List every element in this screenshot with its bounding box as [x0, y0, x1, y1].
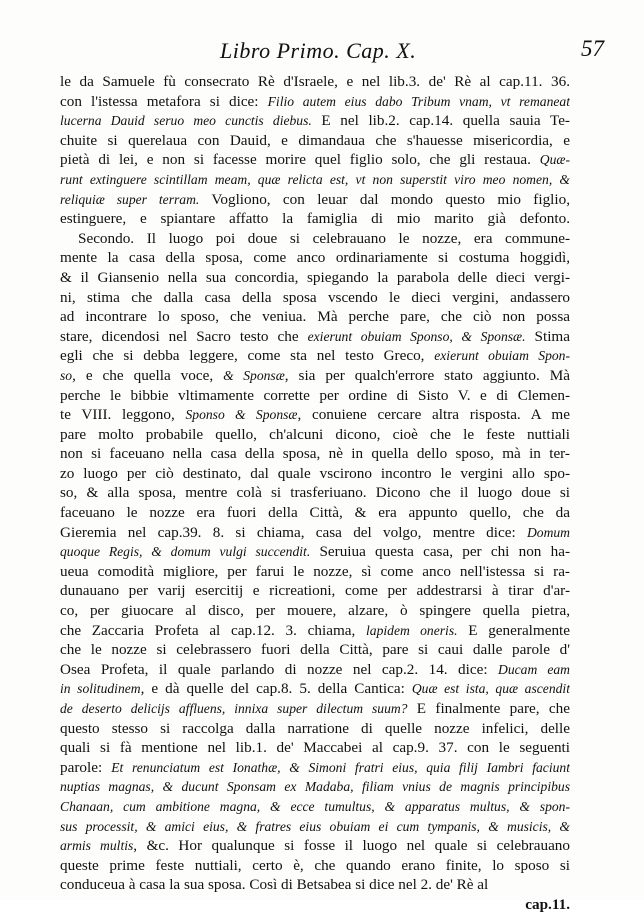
latin-quotation: nuptias magnas, & ducunt Sponsam ex Madaba, filiam vnius de magnis principibus [60, 779, 570, 795]
text-line [60, 229, 570, 249]
text-run: le da Samuele fù consecrato Rè d'Israele, e nel lib.3. de' Rè al cap.11. 36. [60, 73, 570, 90]
text-run: non si faceuano nella casa della sposa, nè in quella dello sposo, mà in ter- [60, 445, 570, 463]
text-line [60, 327, 570, 347]
text-run: , sia per qualch'errore stato aggiunto. Mà [284, 366, 570, 384]
text-line [60, 679, 570, 699]
text-line [60, 307, 570, 327]
text-run: queste prime feste nuttiali, certo è, che quando erano finite, lo sposo si [60, 856, 570, 874]
latin-quotation: lucerna Dauid seruo meo cunctis diebus. [60, 113, 312, 129]
latin-quotation: runt extinguere scintillam meam, quæ relicta est, vt non superstit viro meo nomen, & [60, 171, 570, 187]
latin-quotation: Quæ- [539, 152, 570, 168]
text-run: , e dà quelle del cap.8. 5. della Cantica: [140, 680, 412, 698]
text-run: conduceua à casa la sua sposa. Così di Betsabea si dice nel 2. de' Rè al [60, 876, 489, 894]
text-line [60, 601, 570, 621]
text-line [60, 190, 570, 210]
latin-quotation: reliquiæ super terram. [60, 191, 200, 207]
latin-quotation: exierunt obuiam Sponso, & Sponsæ. [307, 328, 526, 344]
text-line [60, 817, 570, 837]
text-line [60, 699, 570, 719]
text-line [60, 660, 570, 680]
text-line [60, 562, 570, 582]
text-run: Seruiua questa casa, per chi non ha- [310, 543, 570, 561]
latin-quotation: sus processit, & amici eius, & fratres eius obuiam ei cum tympanis, & musicis, & [60, 818, 570, 834]
text-line [60, 483, 570, 503]
text-line [60, 346, 570, 366]
text-line [60, 92, 570, 112]
text-line [60, 425, 570, 445]
text-run: Stima [525, 327, 570, 345]
latin-quotation: Filio autem eius dabo Tribum vnam, vt remaneat [267, 93, 570, 109]
text-run: ad incontrare lo sposo, che veniua. Mà perche pare, che ciò non possa [60, 308, 570, 326]
text-line [60, 895, 570, 915]
text-line [60, 523, 570, 543]
text-line [60, 797, 570, 817]
text-run: stare, dicendosi nel Sacro testo che [60, 327, 308, 345]
body-text [60, 72, 570, 915]
text-run: , e che quella voce, [72, 366, 224, 384]
latin-quotation: in solitudinem [60, 681, 141, 697]
text-run: ni, stima che dalla casa della sposa vscendo le dieci vergini, andassero [60, 288, 570, 306]
text-line [60, 405, 570, 425]
text-run: perche le bibbie vltimamente corrette per ordine di Sisto V. e di Clemen- [60, 386, 570, 404]
latin-quotation: Sponso & Sponsæ [185, 407, 298, 423]
text-run: co, per giuocare al disco, per mouere, alzare, ò spingere quella pietra, [60, 602, 570, 620]
text-run: & il Giansenio nella sua concordia, spiegando la parabola delle dieci vergi- [60, 268, 570, 286]
text-run: Gieremia nel cap.39. 8. si chiama, casa del volgo, mentre dice: [60, 523, 527, 541]
text-line [60, 542, 570, 562]
running-title: Libro Primo. Cap. X. [220, 38, 417, 63]
latin-quotation: Chanaan, cum ambitione magna, & ecce tumultus, & apparatus multus, & spon- [60, 798, 570, 814]
text-run: quali si fà mentione nel lib.1. de' Maccabei al cap.9. 37. con le seguenti [60, 739, 570, 757]
text-run: che le nozze si celebrassero fuori della Città, pare si caui dalle parole d' [60, 641, 570, 659]
text-run: faceuano le nozze era fuori della Città, & era appunto quello, che da [60, 504, 570, 522]
text-run: , &c. Hor qualunque si fosse il luogo nel quale si celebrauano [133, 837, 570, 855]
text-line [60, 777, 570, 797]
text-run: egli che si debba leggere, come sta nel testo Greco, [60, 347, 435, 365]
text-line [60, 150, 570, 170]
text-run: E nel lib.2. cap.14. quella sauia Te- [311, 112, 570, 130]
text-run: E finalmente pare, che [407, 700, 570, 717]
latin-quotation: Ducam eam [498, 661, 570, 677]
text-run: dunauano per varij esercitij e ricreationi, come per addestrarsi à tirar d'ar- [60, 582, 570, 600]
page-number: 57 [581, 36, 604, 61]
latin-quotation: Quæ est ista, quæ ascendit [411, 681, 570, 697]
latin-quotation: Domum [526, 524, 570, 540]
text-run: E generalmente [457, 621, 570, 639]
text-run: Secondo. Il luogo poi doue si celebrauano le nozze, era commune- [78, 229, 570, 247]
latin-quotation: so [60, 367, 73, 383]
text-run: cap.11. [525, 895, 570, 913]
latin-quotation: armis multis [60, 838, 134, 854]
text-run: zo luogo per ciò destinato, dal quale vscirono incontro le vergini allo spo- [60, 464, 570, 482]
text-line [60, 758, 570, 778]
text-line [60, 209, 570, 229]
text-run: che Zaccaria Profeta al cap.12. 3. chiama, [60, 621, 367, 639]
text-run: questo stesso si raccolga dalla narratione di quelle nozze infelici, delle [60, 719, 570, 737]
latin-quotation: lapidem oneris. [366, 622, 458, 638]
text-run: con l'istessa metafora si dice: [60, 92, 268, 110]
text-line [60, 836, 570, 856]
text-line [60, 386, 570, 406]
text-line [60, 268, 570, 288]
text-line [60, 738, 570, 758]
text-run: Vogliono, con leuar dal mondo questo mio figlio, [199, 190, 570, 208]
text-line [60, 72, 570, 92]
text-run: te VIII. leggono, [60, 406, 186, 424]
text-run: ueua comodità migliore, per farui le nozze, sì come anco nell'istessa si ra- [60, 562, 570, 580]
text-run: parole: [60, 758, 112, 776]
text-line [60, 581, 570, 601]
text-line [60, 719, 570, 739]
text-run: pare molto probabile quello, ch'alcuni dicono, cioè che le feste nuttiali [60, 425, 570, 443]
text-line [60, 621, 570, 641]
latin-quotation: & Sponsæ [223, 367, 285, 383]
text-line [60, 464, 570, 484]
page-header [60, 36, 604, 70]
text-line [60, 875, 570, 895]
text-line [60, 366, 570, 386]
text-line [60, 503, 570, 523]
latin-quotation: Et renunciatum est Ionathæ, & Simoni fratri eius, quia filij Iambri faciunt [111, 759, 570, 775]
text-run: mente la casa della sposa, come anco ordinariamente si costuma hoggidì, [60, 249, 570, 267]
text-run: pietà di lei, e non si facesse morire quel figlio solo, che gli restaua. [60, 151, 540, 169]
text-line [60, 640, 570, 660]
latin-quotation: quoque Regis, & domum vulgi succendit. [60, 544, 311, 560]
text-run: estinguere, e spiantare affatto la famiglia di mio marito già defonto. [60, 210, 570, 228]
text-run: so, & alla sposa, mentre colà si trasferiuano. Dicono che il luogo doue si [60, 484, 570, 502]
text-line [60, 111, 570, 131]
text-line [60, 131, 570, 151]
text-line [60, 170, 570, 190]
text-line [60, 248, 570, 268]
text-line [60, 856, 570, 876]
text-run: , conuiene cercare altra risposta. A me [297, 406, 570, 424]
text-run: chuite si querelaua con Dauid, e dimandaua che s'hauesse misericordia, e [60, 131, 570, 149]
text-line [60, 288, 570, 308]
text-run: Osea Profeta, il quale parlando di nozze nel cap.2. 14. dice: [60, 660, 499, 678]
latin-quotation: exierunt obuiam Spon- [434, 348, 570, 364]
latin-quotation: de deserto delicijs affluens, innixa super dilectum suum? [60, 701, 408, 716]
text-line [60, 444, 570, 464]
